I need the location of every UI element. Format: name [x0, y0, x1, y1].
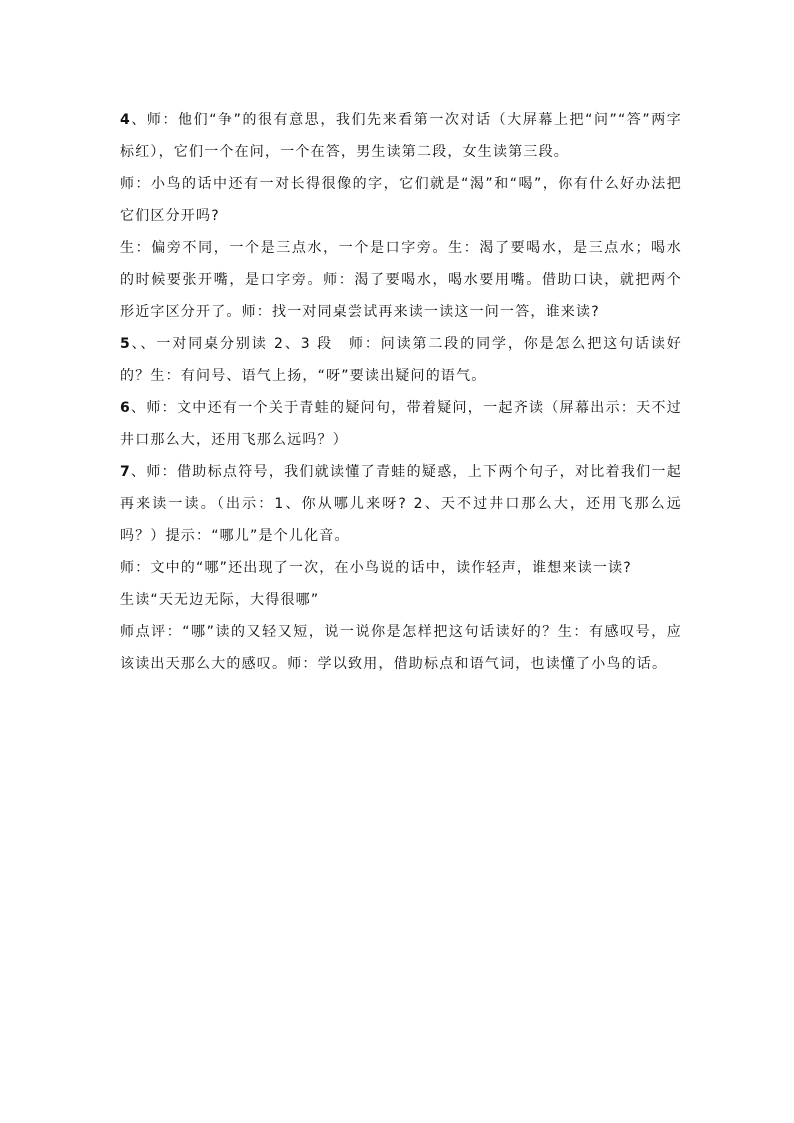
paragraph-text: 生：偏旁不同，一个是三点水，一个是口字旁。生：渴了要喝水，是三点水；喝水的时候要张开嘴，是口字旁。师：渴了要喝水，喝水要用嘴。借助口诀，就把两个形近字区分开了。师：找一对同桌尝试再来读一读这一问一答，谁来读? — [120, 240, 682, 320]
paragraph-text: 师：小鸟的话中还有一对长得很像的字，它们就是“渴”和“喝”，你有什么好办法把它们区分开吗? — [120, 176, 682, 224]
paragraph-7 — [120, 456, 682, 552]
paragraph-text: 生读“天无边无际，大得很哪” — [120, 592, 320, 608]
paragraph-teacher-na — [120, 552, 682, 584]
paragraph-text: 、师：借助标点符号，我们就读懂了青蛙的疑惑，上下两个句子，对比着我们一起再来读一读。（出示：1、你从哪儿来呀? 2、天不过井口那么大，还用飞那么远吗？）提示：“哪儿”是个儿化音。 — [120, 464, 682, 544]
paragraph-text: 、、一对同桌分别读 2、3 段 师：问读第二段的同学，你是怎么把这句话读好的？生：有问号、语气上扬，“呀”要读出疑问的语气。 — [120, 336, 682, 384]
document-body — [120, 104, 682, 680]
paragraph-6 — [120, 392, 682, 456]
paragraph-text: 师：文中的“哪”还出现了一次，在小鸟说的话中，读作轻声，谁想来读一读? — [120, 560, 632, 576]
paragraph-teacher-comment — [120, 616, 682, 680]
paragraph-text: 师点评：“哪”读的又轻又短，说一说你是怎样把这句话读好的？生：有感叹号，应该读出天那么大的感叹。师：学以致用，借助标点和语气词，也读懂了小鸟的话。 — [120, 624, 682, 672]
paragraph-teacher-question — [120, 168, 682, 232]
paragraph-text: 、师：他们“争”的很有意思，我们先来看第一次对话（大屏幕上把“问”“答”两字标红），它们一个在问，一个在答，男生读第二段，女生读第三段。 — [120, 112, 682, 160]
paragraph-4 — [120, 104, 682, 168]
paragraph-text: 、师：文中还有一个关于青蛙的疑问句，带着疑问，一起齐读（屏幕出示：天不过井口那么大，还用飞那么远吗？） — [120, 400, 682, 448]
paragraph-number: 5 — [120, 336, 131, 352]
paragraph-number: 6 — [120, 400, 131, 416]
paragraph-number: 7 — [120, 464, 131, 480]
paragraph-number: 4 — [120, 112, 131, 128]
paragraph-student-reads — [120, 584, 682, 616]
paragraph-student-answer — [120, 232, 682, 328]
paragraph-5 — [120, 328, 682, 392]
